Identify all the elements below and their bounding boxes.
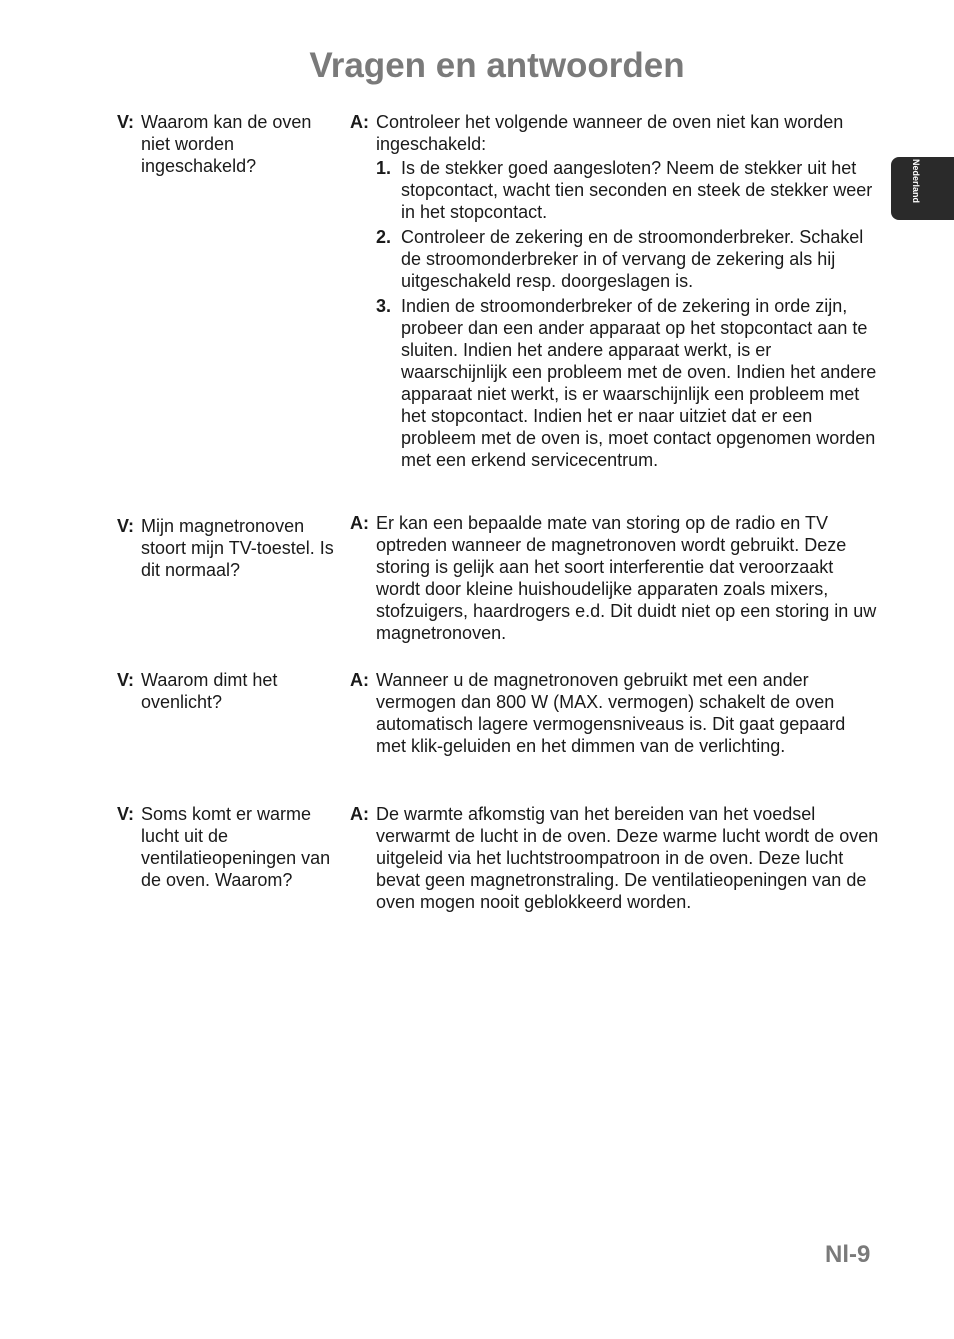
answer: [350, 512, 880, 644]
question: [117, 669, 337, 713]
list-item-text: Is de stekker goed aangesloten? Neem de stekker uit het stopcontact, wacht tien seconden en steek de stekker weer in het stopcontact.: [401, 158, 873, 222]
answer-text: Er kan een bepaalde mate van storing op de radio en TV optreden wanneer de magnetronoven wordt gebruikt. Deze storing is gelijk aan het soort interferentie dat veroorzaakt wordt door kleine huishoudelijke apparaten zoals mixers, stofzuigers, haardrogers e.d. Dit duidt niet op een storing in uw magnetronoven.: [376, 513, 877, 643]
language-tab-label: Nederland: [911, 159, 921, 204]
question-text: Waarom dimt het ovenlicht?: [141, 670, 278, 712]
question: [117, 803, 337, 891]
question-label: V:: [117, 112, 135, 132]
list-item: [376, 295, 880, 471]
answer: [350, 111, 880, 474]
question-text: Mijn magnetronoven stoort mijn TV-toestel. Is dit normaal?: [141, 516, 334, 580]
answer-list: [376, 157, 880, 471]
answer-text: De warmte afkomstig van het bereiden van het voedsel verwarmt de lucht in de oven. Deze warme lucht wordt de oven uitgeleid via het luchtstroompatroon in de oven. Deze lucht bevat geen magnetronstraling. De ventilatieopeningen van de oven mogen nooit geblokkeerd worden.: [376, 804, 879, 912]
answer-text: Controleer het volgende wanneer de oven niet kan worden ingeschakeld:: [376, 112, 844, 154]
answer-label: A:: [350, 513, 369, 533]
question: [117, 515, 337, 581]
language-tab: [891, 157, 954, 220]
answer-label: A:: [350, 112, 369, 132]
answer-text: Wanneer u de magnetronoven gebruikt met een ander vermogen dan 800 W (MAX. vermogen) schakelt de oven automatisch lagere vermogensniveaus is. Dit gaat gepaard met klik-geluiden en het dimmen van de verlichting.: [376, 670, 846, 756]
page-number: Nl-9: [825, 1241, 871, 1268]
list-item-text: Controleer de zekering en de stroomonderbreker. Schakel de stroomonderbreker in of vervang de zekering als hij uitgeschakeld resp. doorgeslagen is.: [401, 227, 864, 291]
question-label: V:: [117, 670, 135, 690]
question-label: V:: [117, 516, 135, 536]
list-item-text: Indien de stroomonderbreker of de zekering in orde zijn, probeer dan een ander apparaat op het stopcontact aan te sluiten. Indien het andere apparaat werkt, is er waarschijnlijk een probleem met de oven. Indien het andere apparaat niet werkt, is er waarschijnlijk een probleem met het stopcontact. Indien het er naar uitziet dat er een probleem met de oven is, moet contact opgenomen worden met een erkend servicecentrum.: [401, 296, 877, 470]
question-text: Waarom kan de oven niet worden ingeschakeld?: [141, 112, 312, 176]
page-title: Vragen en antwoorden: [309, 46, 685, 85]
question-text: Soms komt er warme lucht uit de ventilatieopeningen van de oven. Waarom?: [141, 804, 331, 890]
question: [117, 111, 337, 177]
list-item: [376, 157, 880, 223]
answer-label: A:: [350, 804, 369, 824]
list-item: [376, 226, 880, 292]
answer: [350, 803, 880, 913]
list-item-number: 1.: [376, 158, 392, 178]
question-label: V:: [117, 804, 135, 824]
answer-label: A:: [350, 670, 369, 690]
list-item-number: 2.: [376, 227, 392, 247]
answer: [350, 669, 880, 757]
list-item-number: 3.: [376, 296, 392, 316]
